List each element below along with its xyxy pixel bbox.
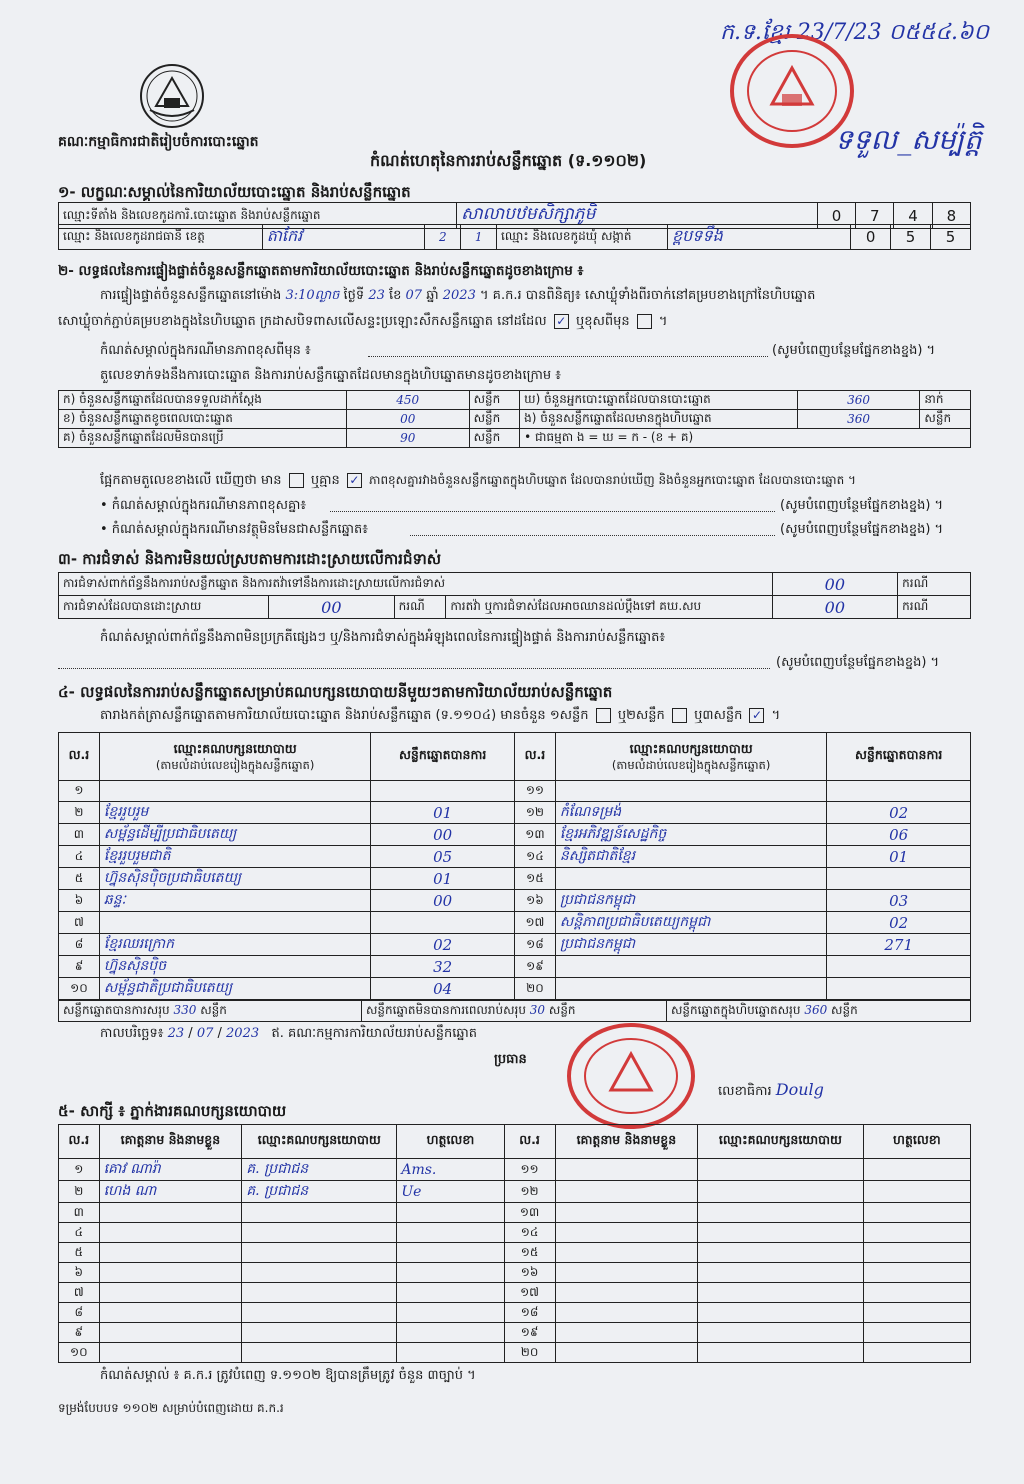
witness-name xyxy=(99,1323,242,1343)
witness-name xyxy=(555,1263,698,1283)
party-votes: 05 xyxy=(371,846,515,868)
objection-value: 00 xyxy=(772,573,898,596)
objection-table: ការជំទាស់ពាក់ព័ន្ធនឹងការរាប់សន្លឹកឆ្នោត និងការតវ៉ាទៅនឹងការដោះស្រាយលើការជំទាស់ 00 ករណី ការជំទាស់ដែលបានដោះស្រាយ 00 ករណី ការតវ៉ា ឬការជំទាស់ដែលអាចឈានដល់ប្តឹងទៅ គឃ.សប 00 ករណី xyxy=(58,572,971,619)
party-votes: 03 xyxy=(827,890,971,912)
row-number: ១២ xyxy=(514,802,555,824)
witness-name xyxy=(555,1223,698,1243)
row-number: ៦ xyxy=(59,890,100,912)
chair-label: ប្រធាន xyxy=(494,1052,527,1067)
party-votes: 01 xyxy=(371,802,515,824)
row-number: ១២ xyxy=(504,1181,555,1203)
difference-note: • កំណត់សម្គាល់ក្នុងករណីមានភាពខុសគ្នា៖ xyxy=(100,498,307,513)
witness-signature xyxy=(397,1343,504,1363)
table-row xyxy=(59,1181,971,1203)
section2-title: ២- លទ្ធផលនៃការផ្ទៀងផ្ទាត់ចំនួនសន្លឹកឆ្នោតតាមការិយាល័យបោះឆ្នោត និងរាប់សន្លឹកឆ្នោតដូចខាងក្រោម ៖ xyxy=(58,263,584,279)
party-name xyxy=(99,781,371,802)
row-number: ១៥ xyxy=(504,1243,555,1263)
witness-party xyxy=(698,1203,864,1223)
party-name xyxy=(99,912,371,934)
party-name: ហ្វ៊ុនស៊ិនប៉ិចប្រជាធិបតេយ្យ xyxy=(99,868,371,890)
province-digit: 1 xyxy=(461,225,497,250)
row-number: ៩ xyxy=(59,956,100,978)
witness-signature xyxy=(863,1343,970,1363)
figure-row: គ) ចំនួនសន្លឹកឆ្នោតដែលមិនបានប្រើ 90 សន្លឹក • ជាធម្មតា ង = ឃ = ក - (ខ + គ) xyxy=(59,429,971,448)
please-fill-note: (សូមបំពេញបន្ថែមផ្នែកខាងខ្នង) ។ xyxy=(780,498,944,513)
section5-note: កំណត់សម្គាល់ ៖ គ.ក.រ ត្រូវបំពេញ ទ.១១០២ ឱ្យបានត្រឹមត្រូវ ចំនួន ៣ច្បាប់ ។ xyxy=(100,1368,476,1383)
witness-name xyxy=(99,1243,242,1263)
party-name: សម្ព័ន្ធដើម្បីប្រជាធិបតេយ្យ xyxy=(99,824,371,846)
province-digit: 2 xyxy=(425,225,461,250)
row-number: ១១ xyxy=(504,1159,555,1181)
party-name: សន្តិភាពប្រជាធិបតេយ្យកម្ពុជា xyxy=(555,912,827,934)
witness-signature xyxy=(397,1243,504,1263)
party-votes: 271 xyxy=(827,934,971,956)
section5-title: ៥- សាក្សី ៖ ភ្នាក់ងារគណបក្សនយោបាយ xyxy=(58,1102,287,1120)
witness-signature xyxy=(863,1159,970,1181)
party-votes: 01 xyxy=(371,868,515,890)
row-number: ៣ xyxy=(59,1203,100,1223)
witness-name xyxy=(99,1283,242,1303)
commune-label: ឈ្មោះ និងលេខកូដឃុំ សង្កាត់ xyxy=(497,225,668,250)
party-name xyxy=(555,956,827,978)
party-name xyxy=(555,978,827,1000)
section1-title: ១- លក្ខណៈសម្គាល់នៃការិយាល័យបោះឆ្នោត និងរាប់សន្លឹកឆ្នោត xyxy=(58,183,411,201)
please-fill-note: (សូមបំពេញបន្ថែមផ្នែកខាងខ្នង) ។ xyxy=(780,522,944,537)
row-number: ២០ xyxy=(504,1343,555,1363)
witness-signature xyxy=(863,1223,970,1243)
commune-digit: 5 xyxy=(891,225,931,250)
row-number: ១ xyxy=(59,781,100,802)
secretary-signature: Doulg xyxy=(775,1080,824,1099)
total-invalid: សន្លឹកឆ្នោតមិនបានការពេលរាប់សរុប 30 សន្លឹក xyxy=(361,1001,666,1022)
figure-row: ក) ចំនួនសន្លឹកឆ្នោតដែលបានទទួលដាក់ស្តែង 450 សន្លឹក ឃ) ចំនួនអ្នកបោះឆ្នោតដែលបានបោះឆ្នោត 360 នាក់ xyxy=(59,391,971,410)
row-number: ១៩ xyxy=(514,956,555,978)
table-row xyxy=(59,956,971,978)
table-row xyxy=(59,1283,971,1303)
row-number: ៥ xyxy=(59,1243,100,1263)
witness-party xyxy=(698,1343,864,1363)
party-name: ខ្មែររួបរួមជាតិ xyxy=(99,846,371,868)
vote-figures-table xyxy=(58,390,971,448)
table-row xyxy=(59,1159,971,1181)
party-name: ខ្មែររួបរួម xyxy=(99,802,371,824)
witness-name: គោវ ណារ៉ា xyxy=(99,1159,242,1181)
table-row xyxy=(59,824,971,846)
figure-value: 450 xyxy=(346,391,469,410)
station-digit: 4 xyxy=(894,203,932,229)
party-votes: 02 xyxy=(827,802,971,824)
witness-signature xyxy=(397,1283,504,1303)
table-row xyxy=(59,1203,971,1223)
witness-signature xyxy=(863,1181,970,1203)
row-number: ៦ xyxy=(59,1263,100,1283)
party-votes: 32 xyxy=(371,956,515,978)
row-number: ១៣ xyxy=(504,1203,555,1223)
witness-signature xyxy=(863,1323,970,1343)
witness-table: ល.រ គោត្តនាម និងនាមខ្លួន ឈ្មោះគណបក្សនយោបាយ ហត្ថលេខា ល.រ គោត្តនាម និងនាមខ្លួន ឈ្មោះគណបក្សនយោបាយ ហត្ថលេខា ១ គោវ ណារ៉ា គ. ប្រជាជន Ams. ១១ ២ ហេង ណា គ. ប្រជាជន Ue ១២ ៣ ១៣ ៤ ១៤ ៥ ១៥ ៦ ១៦ ៧ ១៧ ៨ ១៨ ៩ ១៩ ១០ ២០ xyxy=(58,1124,971,1363)
no-difference-checkbox[interactable]: ✓ xyxy=(347,473,362,488)
witness-party xyxy=(698,1223,864,1243)
party-votes: 04 xyxy=(371,978,515,1000)
witness-name: ហេង ណា xyxy=(99,1181,242,1203)
witness-party xyxy=(242,1323,397,1343)
witness-name xyxy=(555,1323,698,1343)
party-votes: 02 xyxy=(371,934,515,956)
form-footer: ទម្រង់បែបបទ ១១០២ សម្រាប់បំពេញដោយ គ.ក.រ xyxy=(58,1401,284,1415)
figure-value: 90 xyxy=(346,429,469,448)
witness-party: គ. ប្រជាជន xyxy=(242,1159,397,1181)
table-row xyxy=(59,1323,971,1343)
party-votes: 01 xyxy=(827,846,971,868)
row-number: ១៦ xyxy=(504,1263,555,1283)
verify-line1: ការផ្ទៀងផ្ទាត់ចំនួនសន្លឹកឆ្នោតនៅម៉ោង 3:10ល្ងាច ថ្ងៃទី 23 ខែ 07 ឆ្នាំ 2023 ។ គ.ក.រ បានពិនិត្យ៖ សោឃ្លុំទាំងពីរចាក់នៅគម្របខាងក្រៅនៃហិបឆ្នោត xyxy=(100,288,816,303)
row-number: ២ xyxy=(59,802,100,824)
witness-party xyxy=(698,1159,864,1181)
witness-signature xyxy=(863,1203,970,1223)
party-votes: 00 xyxy=(371,824,515,846)
figure-value: 360 xyxy=(797,391,920,410)
witness-party xyxy=(242,1343,397,1363)
station-digit: 0 xyxy=(817,203,855,229)
verify-line4: តួលេខទាក់ទងនឹងការបោះឆ្នោត និងការរាប់សន្លឹកឆ្នោតដែលមានក្នុងហិបឆ្នោតមានដូចខាងក្រោម ៖ xyxy=(100,368,561,383)
row-number: ៧ xyxy=(59,1283,100,1303)
party-votes xyxy=(827,956,971,978)
total-box: សន្លឹកឆ្នោតក្នុងហិបឆ្នោតសរុប 360 សន្លឹក xyxy=(666,1001,970,1022)
dotted-line xyxy=(410,535,775,536)
month-value: 07 xyxy=(405,288,423,303)
witness-party xyxy=(698,1323,864,1343)
section3-title: ៣- ការជំទាស់ និងការមិនយល់ស្របតាមការដោះស្រាយលើការជំទាស់ xyxy=(58,550,442,568)
witness-party xyxy=(698,1283,864,1303)
row-number: ១០ xyxy=(59,978,100,1000)
figure-row: ខ) ចំនួនសន្លឹកឆ្នោតខូចពេលបោះឆ្នោត 00 សន្លឹក ង) ចំនួនសន្លឹកឆ្នោតដែលមានក្នុងហិបឆ្នោត 360 សន្លឹក xyxy=(59,410,971,429)
party-votes xyxy=(827,978,971,1000)
table-row xyxy=(59,1303,971,1323)
witness-name xyxy=(99,1203,242,1223)
party-votes: 06 xyxy=(827,824,971,846)
row-number: ១៧ xyxy=(514,912,555,934)
total-valid: សន្លឹកឆ្នោតបានការសរុប 330 សន្លឹក xyxy=(59,1001,362,1022)
party-name: និស្សិតជាតិខ្មែរ xyxy=(555,846,827,868)
witness-name xyxy=(555,1203,698,1223)
witness-signature xyxy=(863,1303,970,1323)
witness-name xyxy=(99,1303,242,1323)
province-table xyxy=(58,224,971,250)
date-line: កាលបរិច្ឆេទ៖ 23 / 07 / 2023 ឥ. គណៈកម្មការការិយាល័យរាប់សន្លឹកឆ្នោត xyxy=(100,1026,478,1041)
row-number: ១៨ xyxy=(514,934,555,956)
party-name: ខ្មែរអភិវឌ្ឍន៍សេដ្ឋកិច្ច xyxy=(555,824,827,846)
party-name: ខ្មែរឈរក្រោក xyxy=(99,934,371,956)
witness-signature xyxy=(863,1263,970,1283)
party-votes xyxy=(371,781,515,802)
row-number: ៧ xyxy=(59,912,100,934)
appeal-value: 00 xyxy=(772,596,898,619)
party-votes xyxy=(827,868,971,890)
objection-note: កំណត់សម្គាល់ពាក់ព័ន្ធនឹងភាពមិនប្រក្រតីផ្សេងៗ ឬ/និងការជំទាស់ក្នុងអំឡុងពេលនៃការផ្ទៀងផ្ទាត់ និងការរាប់សន្លឹកឆ្នោត៖ xyxy=(100,630,666,645)
province-label: ឈ្មោះ និងលេខកូដរាជធានី ខេត្ត xyxy=(59,225,263,250)
witness-name xyxy=(99,1343,242,1363)
table-row xyxy=(59,802,971,824)
dotted-line xyxy=(58,668,770,669)
witness-signature xyxy=(397,1223,504,1243)
two-sheet-checkbox[interactable] xyxy=(672,708,687,723)
party-votes: 02 xyxy=(827,912,971,934)
party-votes xyxy=(827,781,971,802)
table-row xyxy=(59,868,971,890)
witness-signature xyxy=(397,1203,504,1223)
red-seal-icon xyxy=(566,1022,696,1130)
section4-title: ៤- លទ្ធផលនៃការរាប់សន្លឹកឆ្នោតសម្រាប់គណបក្សនយោបាយនីមួយៗតាមការិយាល័យរាប់សន្លឹកឆ្នោត xyxy=(58,683,613,701)
different-checkbox[interactable] xyxy=(637,314,652,329)
party-results-table: ល.រ ឈ្មោះគណបក្សនយោបាយ (តាមលំដាប់លេខរៀងក្នុងសន្លឹកឆ្នោត) សន្លឹកឆ្នោតបានការ ល.រ ឈ្មោះគណបក្សនយោបាយ (តាមលំដាប់លេខរៀងក្នុងសន្លឹកឆ្នោត) សន្លឹកឆ្នោតបានការ ១ ១១ ២ ខ្មែររួបរួម 01 ១២ កំណែទម្រង់ 02 ៣ សម្ព័ន្ធដើម្បីប្រជាធិបតេយ្យ 00 ១៣ ខ្មែរអភិវឌ្ឍន៍សេដ្ឋកិច្ច 06 ៤ ខ្មែររួបរួមជាតិ 05 ១៤ និស្សិតជាតិខ្មែរ 01 ៥ ហ្វ៊ុនស៊ិនប៉ិចប្រជាធិបតេយ្យ 01 ១៥ ៦ ឆន្ទៈ 00 ១៦ ប្រជាជនកម្ពុជា 03 ៧ ១៧ សន្តិភាពប្រជាធិបតេយ្យកម្ពុជា 02 ៨ ខ្មែរឈរក្រោក 02 ១៨ ប្រជាជនកម្ពុជា 271 ៩ ហ្វ៊ុនស៊ិនប៉ិច 32 ១៩ ១០ សម្ព័ន្ធជាតិប្រជាធិបតេយ្យ 04 ២០ xyxy=(58,732,971,1000)
dotted-line xyxy=(368,356,768,357)
party-name: ប្រជាជនកម្ពុជា xyxy=(555,934,827,956)
party-name: សម្ព័ន្ធជាតិប្រជាធិបតេយ្យ xyxy=(99,978,371,1000)
please-fill-note: (សូមបំពេញបន្ថែមផ្នែកខាងខ្នង) ។ xyxy=(776,655,940,670)
witness-party xyxy=(242,1203,397,1223)
row-number: ១០ xyxy=(59,1343,100,1363)
three-sheet-checkbox[interactable]: ✓ xyxy=(749,708,764,723)
witness-name xyxy=(99,1223,242,1243)
party-rows xyxy=(59,781,971,1000)
party-name: ហ្វ៊ុនស៊ិនប៉ិច xyxy=(99,956,371,978)
dotted-line xyxy=(330,511,775,512)
figure-value: 00 xyxy=(346,410,469,429)
table-row xyxy=(59,1223,971,1243)
same-checkbox[interactable]: ✓ xyxy=(554,314,569,329)
witness-signature xyxy=(397,1303,504,1323)
witness-party: គ. ប្រជាជន xyxy=(242,1181,397,1203)
nec-logo-icon xyxy=(138,62,206,130)
one-sheet-checkbox[interactable] xyxy=(596,708,611,723)
resolved-value: 00 xyxy=(269,596,395,619)
witness-party xyxy=(242,1263,397,1283)
year-value: 2023 xyxy=(442,288,476,303)
row-number: ១៤ xyxy=(504,1223,555,1243)
witness-party xyxy=(698,1303,864,1323)
witness-signature: Ue xyxy=(397,1181,504,1203)
row-number: ១៤ xyxy=(514,846,555,868)
table-row xyxy=(59,1343,971,1363)
table-row xyxy=(59,846,971,868)
table-row xyxy=(59,934,971,956)
row-number: ៥ xyxy=(59,868,100,890)
has-difference-checkbox[interactable] xyxy=(289,473,304,488)
row-number: ៨ xyxy=(59,1303,100,1323)
secretary-line: លេខាធិការ Doulg xyxy=(718,1080,824,1099)
province-value: តាកែវ xyxy=(262,225,425,250)
witness-signature xyxy=(397,1263,504,1283)
section4-intro: តារាងកត់ត្រាសន្លឹកឆ្នោតតាមការិយាល័យបោះឆ្នោត និងរាប់សន្លឹកឆ្នោត (ទ.១១០៤) មានចំនួន ១សន្លឹក ឬ២សន្លឹក ឬ៣សន្លឹក ✓ ។ xyxy=(100,708,781,723)
table-row xyxy=(59,890,971,912)
row-number: ១៥ xyxy=(514,868,555,890)
row-number: ៤ xyxy=(59,846,100,868)
witness-name xyxy=(555,1181,698,1203)
witness-signature xyxy=(863,1243,970,1263)
witness-name xyxy=(555,1159,698,1181)
commune-digit: 5 xyxy=(931,225,971,250)
row-number: ៨ xyxy=(59,934,100,956)
witness-party xyxy=(242,1223,397,1243)
table-row xyxy=(59,1243,971,1263)
party-name xyxy=(555,868,827,890)
committee-name: គណៈកម្មាធិការជាតិរៀបចំការបោះឆ្នោត xyxy=(58,134,259,150)
row-number: ១៨ xyxy=(504,1303,555,1323)
witness-party xyxy=(698,1243,864,1263)
table-row xyxy=(59,912,971,934)
row-number: ១៦ xyxy=(514,890,555,912)
witness-party xyxy=(242,1283,397,1303)
station-digit: 7 xyxy=(856,203,894,229)
please-fill-note: (សូមបំពេញបន្ថែមផ្នែកខាងខ្នង) ។ xyxy=(772,343,936,358)
row-number: ១ xyxy=(59,1159,100,1181)
stamp-note: ក.ទ.ខ្មែរ 23/7/23 ០៥៥៤.៦០ xyxy=(720,20,990,45)
table-row xyxy=(59,1263,971,1283)
witness-party xyxy=(698,1181,864,1203)
received-note: ទទួល_សម្ប៉ត្តិ xyxy=(835,123,982,156)
party-name: កំណែទម្រង់ xyxy=(555,802,827,824)
row-number: ៩ xyxy=(59,1323,100,1343)
commune-digit: 0 xyxy=(851,225,891,250)
figure-value: 360 xyxy=(797,410,920,429)
party-name: ប្រជាជនកម្ពុជា xyxy=(555,890,827,912)
verify-line2: សោឃ្លុំចាក់ភ្ជាប់គម្របខាងក្នុងនៃហិបឆ្នោត ក្រដាសបិទពាសលើសន្ទះប្រឡោះសឹកសន្លឹកឆ្នោត នៅដដែល ✓ ឬខុសពីមុន ។ xyxy=(58,314,668,329)
witness-name xyxy=(555,1283,698,1303)
row-number: ៤ xyxy=(59,1223,100,1243)
station-digit: 8 xyxy=(932,203,970,229)
witness-signature: Ams. xyxy=(397,1159,504,1181)
witness-name xyxy=(555,1303,698,1323)
row-number: ៣ xyxy=(59,824,100,846)
day-value: 23 xyxy=(368,288,385,303)
row-number: ១១ xyxy=(514,781,555,802)
row-number: ២ xyxy=(59,1181,100,1203)
row-number: ២០ xyxy=(514,978,555,1000)
commune-value: ខ្ពបទទឹង xyxy=(667,225,850,250)
row-number: ១៩ xyxy=(504,1323,555,1343)
witness-signature xyxy=(863,1283,970,1303)
totals-table xyxy=(58,1000,971,1022)
witness-signature xyxy=(397,1323,504,1343)
party-name: ឆន្ទៈ xyxy=(99,890,371,912)
verify-line3: កំណត់សម្គាល់ក្នុងករណីមានភាពខុសពីមុន ៖ xyxy=(100,343,311,358)
witness-name xyxy=(99,1263,242,1283)
form-title: កំណត់ហេតុនៃការរាប់សន្លឹកឆ្នោត (ទ.១១០២) xyxy=(370,151,647,170)
table-row xyxy=(59,978,971,1000)
party-name xyxy=(555,781,827,802)
station-value: សាលាបឋមសិក្សាភូមិ xyxy=(457,203,818,229)
witness-name xyxy=(555,1343,698,1363)
party-votes xyxy=(371,912,515,934)
time-value: 3:10ល្ងាច xyxy=(285,288,340,303)
difference-line: ផ្អែកតាមតួលេខខាងលើ ឃើញថា មាន ឬគ្មាន ✓ ភាពខុសគ្នារវាងចំនួនសន្លឹកឆ្នោតក្នុងហិបឆ្នោត ដែលបានរាប់ឃើញ និងចំនួនអ្នកបោះឆ្នោត ដែលបានបោះឆ្នោត ។ xyxy=(100,473,856,488)
witness-party xyxy=(242,1243,397,1263)
party-votes: 00 xyxy=(371,890,515,912)
witness-party xyxy=(242,1303,397,1323)
station-label: ឈ្មោះទីតាំង និងលេខកូដការិ.បោះឆ្នោត និងរាប់សន្លឹកឆ្នោត xyxy=(59,203,457,229)
witness-rows xyxy=(59,1159,971,1363)
row-number: ១៧ xyxy=(504,1283,555,1303)
row-number: ១៣ xyxy=(514,824,555,846)
witness-party xyxy=(698,1263,864,1283)
table-row xyxy=(59,781,971,802)
object-note: • កំណត់សម្គាល់ក្នុងករណីមានវត្ថុមិនមែនជាសន្លឹកឆ្នោត៖ xyxy=(100,522,368,537)
witness-name xyxy=(555,1243,698,1263)
